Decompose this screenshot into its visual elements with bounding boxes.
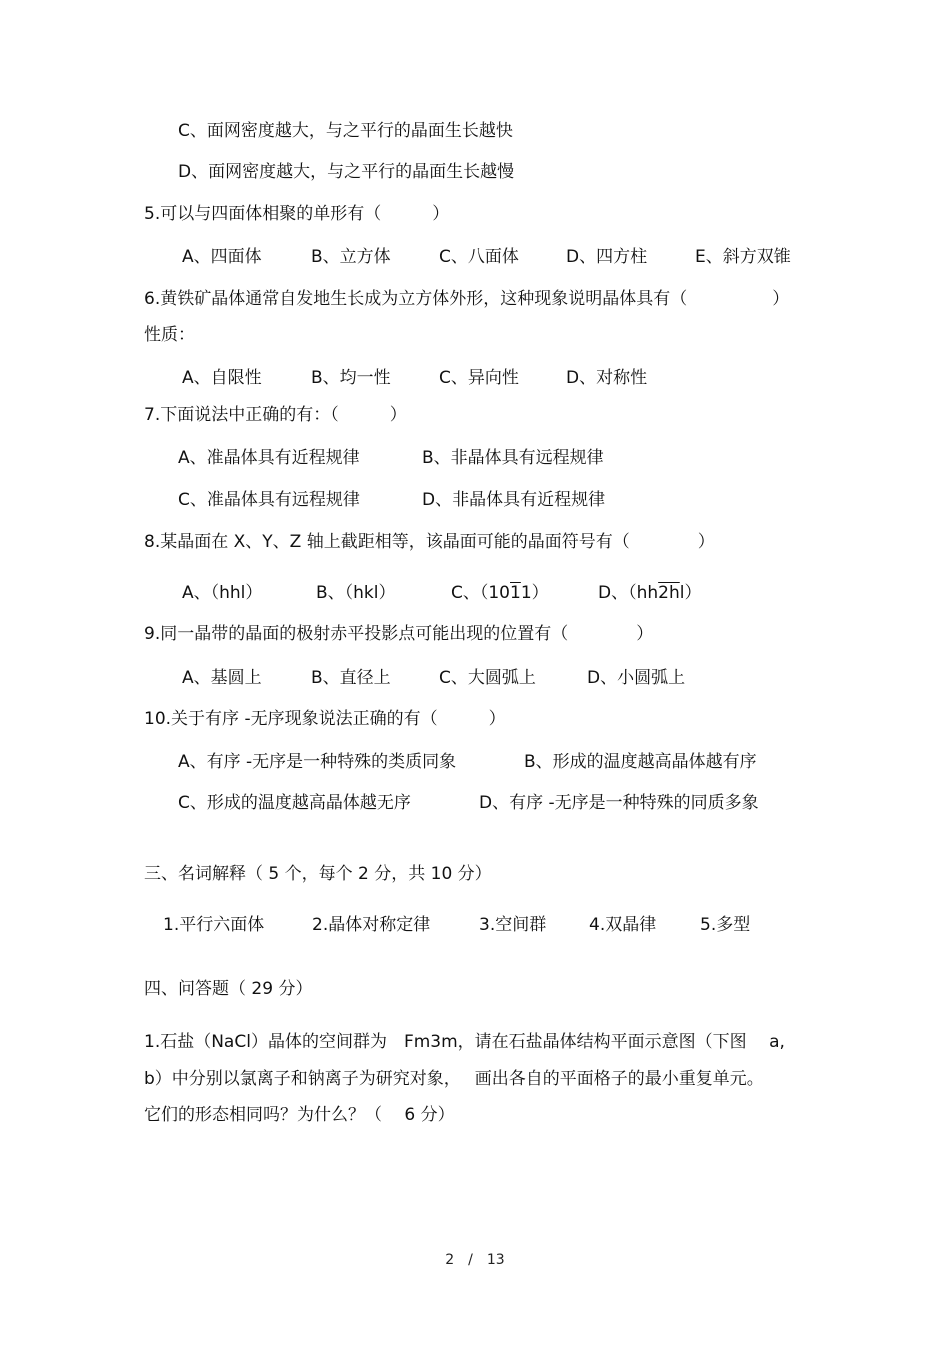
section3-term-2: 2.晶体对称定律 (312, 915, 431, 935)
q9-option-b: B、直径上 (311, 668, 391, 688)
q7-option-a: A、准晶体具有近程规律 (178, 448, 360, 468)
q8-option-d (598, 581, 701, 605)
q8-option-a: A、（hhl） (182, 583, 263, 603)
q6-option-b: B、均一性 (311, 368, 391, 388)
q10-option-a: A、有序 -无序是一种特殊的类质同象 (178, 752, 457, 772)
q6-stem-line1: 6.黄铁矿晶体通常自发地生长成为立方体外形，这种现象说明晶体具有（ ） (144, 289, 790, 309)
section3-term-1: 1.平行六面体 (163, 915, 265, 935)
q9-option-a: A、基圆上 (182, 668, 262, 688)
q10-option-b: B、形成的温度越高晶体越有序 (524, 752, 757, 772)
q8-option-d-bar-index: 2h (658, 583, 680, 603)
q9-stem: 9.同一晶带的晶面的极射赤平投影点可能出现的位置有（ ） (144, 624, 654, 644)
section4-q1-line3: 它们的形态相同吗？为什么？（ 6 分） (144, 1105, 455, 1125)
section3-term-3: 3.空间群 (479, 915, 547, 935)
q7-option-d: D、非晶体具有近程规律 (422, 490, 606, 510)
q10-option-d: D、有序 -无序是一种特殊的同质多象 (479, 793, 759, 813)
q6-option-d: D、对称性 (566, 368, 648, 388)
section4-title: 四、问答题（ 29 分） (144, 979, 313, 999)
q5-option-b: B、立方体 (311, 247, 391, 267)
q9-option-c: C、大圆弧上 (439, 668, 536, 688)
section3-term-4: 4.双晶律 (589, 915, 657, 935)
q5-option-d: D、四方柱 (566, 247, 648, 267)
section3-term-5: 5.多型 (700, 915, 751, 935)
q7-stem: 7.下面说法中正确的有：（ ） (144, 405, 407, 425)
q6-stem-line2: 性质： (144, 325, 195, 345)
q8-option-c-bar-index: 1 (510, 583, 521, 603)
section4-q1-line2: b）中分别以氯离子和钠离子为研究对象， 画出各自的平面格子的最小重复单元。 (144, 1069, 764, 1089)
q10-stem: 10.关于有序 -无序现象说法正确的有（ ） (144, 709, 506, 729)
q6-option-a: A、自限性 (182, 368, 262, 388)
q5-option-c: C、八面体 (439, 247, 519, 267)
q8-option-c-suffix: 1） (520, 583, 549, 603)
q10-option-c: C、形成的温度越高晶体越无序 (178, 793, 411, 813)
q4-option-d: D、面网密度越大，与之平行的晶面生长越慢 (178, 162, 515, 182)
q4-option-c: C、面网密度越大，与之平行的晶面生长越快 (178, 121, 513, 141)
q7-option-b: B、非晶体具有远程规律 (422, 448, 604, 468)
q5-stem: 5.可以与四面体相聚的单形有（ ） (144, 204, 450, 224)
page-number: 2 / 13 (445, 1252, 505, 1268)
q8-option-d-suffix: l） (679, 583, 702, 603)
q8-option-d-prefix: D、（hh (598, 583, 659, 603)
section4-q1-line1: 1.石盐（NaCl）晶体的空间群为 Fm3m，请在石盐晶体结构平面示意图（下图 a, (144, 1032, 785, 1052)
q6-option-c: C、异向性 (439, 368, 519, 388)
q8-stem: 8.某晶面在 X、Y、Z 轴上截距相等，该晶面可能的晶面符号有（ ） (144, 532, 715, 552)
q9-option-d: D、小圆弧上 (587, 668, 686, 688)
q8-option-c-prefix: C、（10 (451, 583, 511, 603)
q7-option-c: C、准晶体具有远程规律 (178, 490, 360, 510)
q8-option-b: B、（hkl） (316, 583, 396, 603)
q5-option-e: E、斜方双锥 (695, 247, 791, 267)
q5-option-a: A、四面体 (182, 247, 262, 267)
section3-title: 三、名词解释（ 5 个，每个 2 分，共 10 分） (144, 864, 492, 884)
q8-option-c (451, 581, 549, 605)
